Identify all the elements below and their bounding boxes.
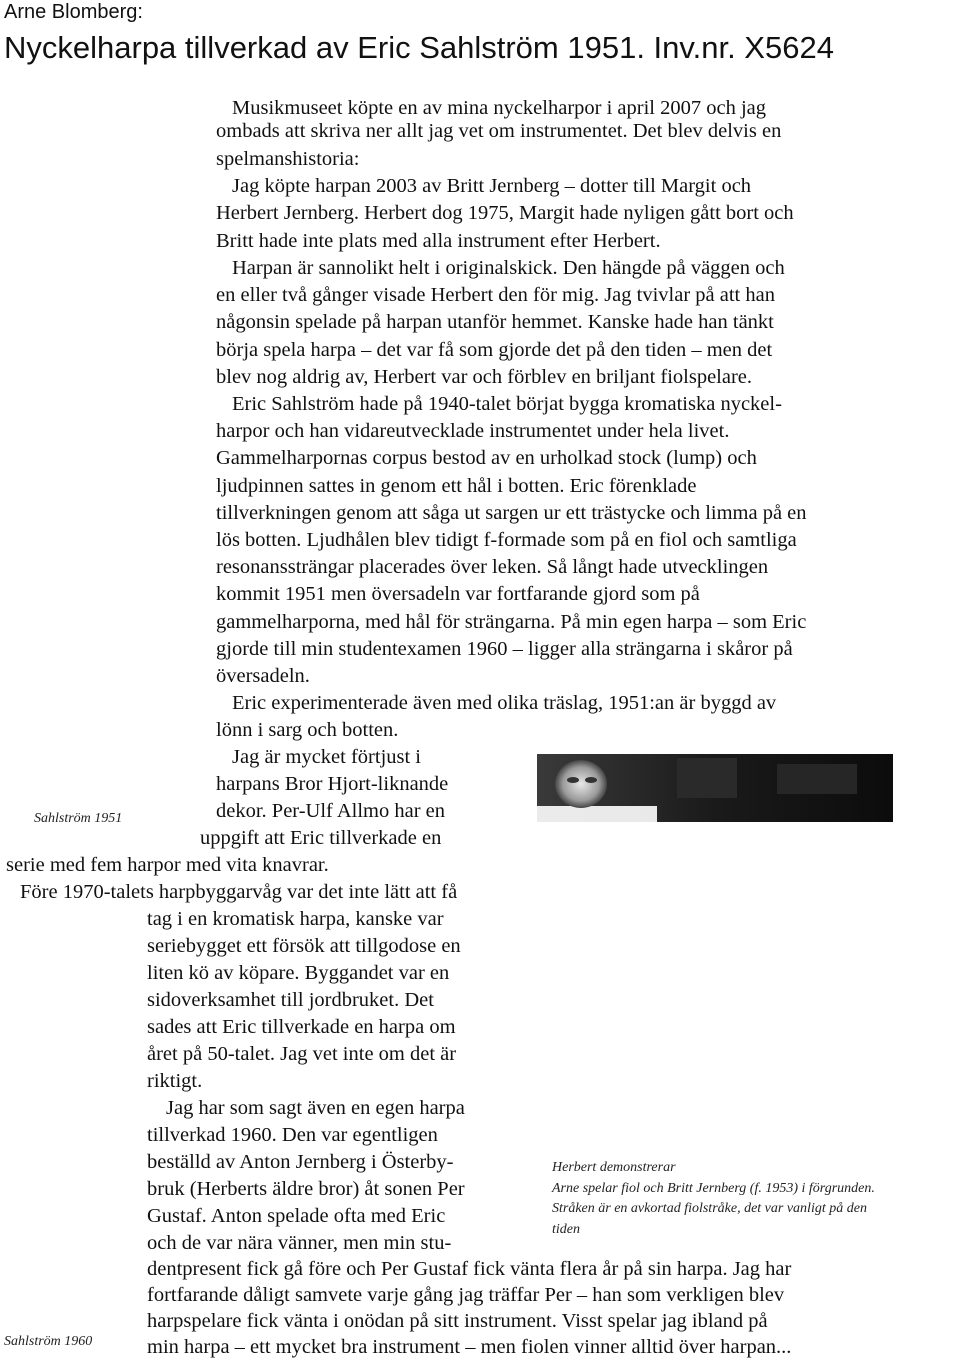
body-line: serie med fem harpor med vita knavrar. bbox=[6, 854, 329, 876]
body-line: gjorde till min studentexamen 1960 – ligger alla strängarna i skåror på bbox=[216, 638, 793, 660]
body-line: kommit 1951 men översadeln var fortfarande gjord som på bbox=[216, 583, 700, 605]
body-line: ljudpinnen sattes in genom ett hål i botten. Eric förenklade bbox=[216, 475, 697, 497]
photo-herbert bbox=[537, 744, 893, 822]
body-line: resonanssträngar placerades över leken. Så långt hade utvecklingen bbox=[216, 556, 769, 578]
body-line: ombads att skriva ner allt jag vet om instrumentet. Det blev delvis en bbox=[216, 120, 782, 142]
photo-caption-line: Herbert demonstrerar bbox=[552, 1160, 676, 1175]
body-line: någonsin spelade på harpan utanför hemmet. Kanske hade han tänkt bbox=[216, 311, 774, 333]
body-line: tillverkad 1960. Den var egentligen bbox=[147, 1124, 438, 1146]
body-line: Musikmuseet köpte en av mina nyckelharpor i april 2007 och jag bbox=[232, 97, 767, 119]
author-name: Arne Blomberg: bbox=[4, 1, 143, 23]
body-line: tillverkningen genom att såga ut sargen ur ett trästycke och limma på en bbox=[216, 502, 807, 524]
body-line: och de var nära vänner, men min stu- bbox=[147, 1232, 452, 1254]
photo-caption-line: Stråken är en avkortad fiolstråke, det var vanligt på den bbox=[552, 1201, 867, 1216]
photo-image bbox=[537, 744, 893, 822]
body-line: börja spela harpa – det var få som gjorde det på den tiden – men det bbox=[216, 339, 773, 361]
body-line: Herbert Jernberg. Herbert dog 1975, Margit hade nyligen gått bort och bbox=[216, 202, 794, 224]
body-line: uppgift att Eric tillverkade en bbox=[200, 827, 442, 849]
body-line: min harpa – ett mycket bra instrument – men fiolen vinner alltid över harpan... bbox=[147, 1336, 792, 1358]
body-line: lös botten. Ljudhålen blev tidigt f-formade som på en fiol och samtliga bbox=[216, 529, 797, 551]
body-line: Eric Sahlström hade på 1940-talet börjat bygga kromatiska nyckel- bbox=[232, 393, 782, 415]
body-line: Britt hade inte plats med alla instrument efter Herbert. bbox=[216, 230, 661, 252]
body-line: lönn i sarg och botten. bbox=[216, 719, 399, 741]
body-line: året på 50-talet. Jag vet inte om det är bbox=[147, 1043, 457, 1065]
body-line: Eric experimenterade även med olika träslag, 1951:an är byggd av bbox=[232, 692, 777, 714]
body-line: riktigt. bbox=[147, 1070, 203, 1092]
body-line: blev nog aldrig av, Herbert var och förblev en briljant fiolspelare. bbox=[216, 366, 753, 388]
photo-caption-line: Arne spelar fiol och Britt Jernberg (f. 1953) i förgrunden. bbox=[552, 1181, 875, 1196]
body-line: dekor. Per-Ulf Allmo har en bbox=[216, 800, 446, 822]
body-line: Jag är mycket förtjust i bbox=[232, 746, 422, 768]
body-line: Gammelharpornas corpus bestod av en urholkad stock (lump) och bbox=[216, 447, 757, 469]
body-line: Jag har som sagt även en egen harpa bbox=[166, 1097, 465, 1119]
body-line: beställd av Anton Jernberg i Österby- bbox=[147, 1151, 454, 1173]
body-line: Gustaf. Anton spelade ofta med Eric bbox=[147, 1205, 446, 1227]
body-line: fortfarande dåligt samvete varje gång jag träffar Per – han som verkligen blev bbox=[147, 1284, 785, 1306]
body-line: sades att Eric tillverkade en harpa om bbox=[147, 1016, 456, 1038]
body-line: Före 1970-talets harpbyggarvåg var det inte lätt att få bbox=[20, 881, 458, 903]
body-line: spelmanshistoria: bbox=[216, 148, 360, 170]
body-line: sidoverksamhet till jordbruket. Det bbox=[147, 989, 434, 1011]
body-line: seriebygget ett försök att tillgodose en bbox=[147, 935, 461, 957]
body-line: Harpan är sannolikt helt i originalskick. Den hängde på väggen och bbox=[232, 257, 785, 279]
body-line: harpspelare fick vänta i onödan på sitt instrument. Visst spelar jag ibland på bbox=[147, 1310, 768, 1332]
body-line: dentpresent fick gå före och Per Gustaf fick vänta flera år på sin harpa. Jag har bbox=[147, 1258, 792, 1280]
body-line: bruk (Herberts äldre bror) åt sonen Per bbox=[147, 1178, 465, 1200]
body-line: översadeln. bbox=[216, 665, 310, 687]
body-line: harpor och han vidareutvecklade instrumentet under hela livet. bbox=[216, 420, 730, 442]
body-line: gammelharporna, med hål för strängarna. På min egen harpa – som Eric bbox=[216, 611, 807, 633]
body-line: liten kö av köpare. Byggandet var en bbox=[147, 962, 450, 984]
photo-caption-line: tiden bbox=[552, 1222, 580, 1237]
body-line: en eller två gånger visade Herbert den för mig. Jag tvivlar på att han bbox=[216, 284, 775, 306]
caption-sahlstrom-1951: Sahlström 1951 bbox=[34, 811, 123, 826]
body-line: harpans Bror Hjort-liknande bbox=[216, 773, 449, 795]
caption-sahlstrom-1960: Sahlström 1960 bbox=[4, 1334, 93, 1349]
article-title: Nyckelharpa tillverkad av Eric Sahlström 1951. Inv.nr. X5624 bbox=[4, 30, 834, 65]
body-line: Jag köpte harpan 2003 av Britt Jernberg – dotter till Margit och bbox=[232, 175, 752, 197]
body-line: tag i en kromatisk harpa, kanske var bbox=[147, 908, 444, 930]
